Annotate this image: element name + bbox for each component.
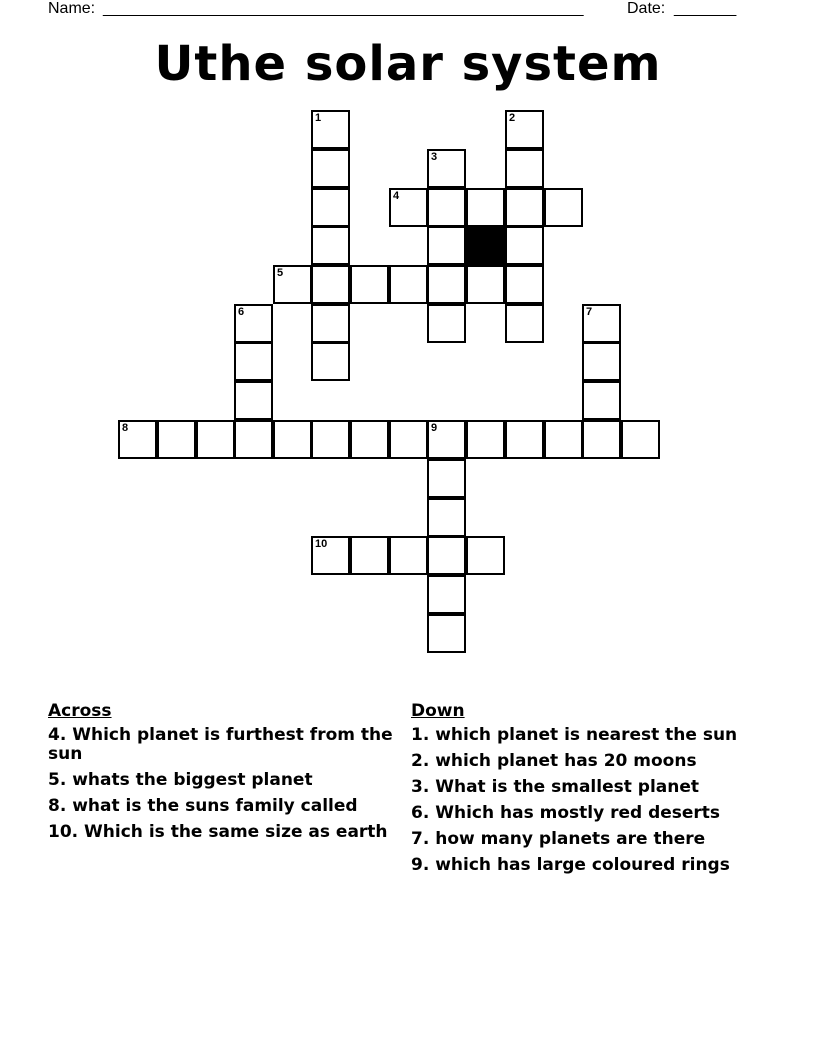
grid-cell[interactable]: [196, 420, 235, 459]
grid-cell[interactable]: [427, 420, 466, 459]
cell-number: 4: [393, 190, 400, 202]
clue-text: which planet is nearest the sun: [435, 725, 738, 745]
clue-text: which has large coloured rings: [435, 855, 730, 875]
cell-number: 2: [509, 112, 516, 124]
grid-cell[interactable]: [427, 304, 466, 343]
grid-cell[interactable]: [582, 342, 621, 381]
grid-cell[interactable]: [427, 459, 466, 498]
name-field[interactable]: ______________________________________________________: [103, 0, 584, 17]
grid-cell[interactable]: [427, 149, 466, 188]
grid-cell[interactable]: [582, 420, 621, 459]
clue-down: [411, 752, 756, 771]
page-title: Uthe solar system: [154, 36, 662, 92]
clue-number: 4.: [48, 725, 67, 745]
clue-text: whats the biggest planet: [72, 770, 313, 790]
clue-text: Which planet is furthest from the sun: [48, 725, 393, 764]
grid-cell[interactable]: [466, 536, 505, 575]
grid-cell[interactable]: [427, 188, 466, 227]
grid-cell[interactable]: [311, 420, 350, 459]
black-cell: [466, 226, 505, 265]
date-label: Date:: [627, 0, 666, 17]
clue-number: 7.: [411, 829, 430, 849]
clue-down: [411, 726, 756, 745]
grid-cell[interactable]: [427, 536, 466, 575]
grid-cell[interactable]: [234, 342, 273, 381]
grid-cell[interactable]: [505, 420, 544, 459]
grid-cell[interactable]: [311, 188, 350, 227]
grid-cell[interactable]: [311, 342, 350, 381]
clue-number: 2.: [411, 751, 430, 771]
clue-across: [48, 726, 393, 764]
grid-cell[interactable]: [427, 226, 466, 265]
clue-number: 5.: [48, 770, 67, 790]
grid-cell[interactable]: [505, 110, 544, 149]
grid-cell[interactable]: [350, 420, 389, 459]
grid-cell[interactable]: [311, 226, 350, 265]
grid-cell[interactable]: [505, 265, 544, 304]
grid-cell[interactable]: [234, 381, 273, 420]
grid-cell[interactable]: [505, 226, 544, 265]
grid-cell[interactable]: [311, 536, 350, 575]
grid-cell[interactable]: [582, 381, 621, 420]
clue-down: [411, 830, 756, 849]
grid-cell[interactable]: [466, 188, 505, 227]
grid-cell[interactable]: [311, 304, 350, 343]
grid-cell[interactable]: [544, 188, 583, 227]
clue-across: [48, 797, 393, 816]
grid-cell[interactable]: [273, 420, 312, 459]
grid-cell[interactable]: [273, 265, 312, 304]
cell-number: 3: [431, 151, 438, 163]
grid-cell[interactable]: [505, 304, 544, 343]
grid-cell[interactable]: [234, 304, 273, 343]
across-clues: [48, 700, 393, 849]
clue-number: 8.: [48, 796, 67, 816]
across-heading: Across: [48, 701, 112, 721]
grid-cell[interactable]: [505, 188, 544, 227]
grid-cell[interactable]: [582, 304, 621, 343]
clue-text: how many planets are there: [435, 829, 706, 849]
grid-cell[interactable]: [311, 149, 350, 188]
grid-cell[interactable]: [389, 188, 428, 227]
clue-number: 3.: [411, 777, 430, 797]
grid-cell[interactable]: [234, 420, 273, 459]
clue-text: Which has mostly red deserts: [435, 803, 721, 823]
grid-cell[interactable]: [389, 536, 428, 575]
cell-number: 10: [315, 538, 328, 550]
grid-cell[interactable]: [350, 265, 389, 304]
clue-across: [48, 823, 393, 842]
grid-cell[interactable]: [427, 498, 466, 537]
cell-number: 5: [277, 267, 284, 279]
clue-text: Which is the same size as earth: [84, 822, 388, 842]
down-clues: [411, 700, 756, 882]
cell-number: 7: [586, 306, 593, 318]
clue-number: 1.: [411, 725, 430, 745]
clue-across: [48, 771, 393, 790]
clue-number: 9.: [411, 855, 430, 875]
grid-cell[interactable]: [505, 149, 544, 188]
date-field[interactable]: _______: [674, 0, 737, 17]
grid-cell[interactable]: [427, 575, 466, 614]
grid-cell[interactable]: [466, 420, 505, 459]
cell-number: 6: [238, 306, 245, 318]
down-heading: Down: [411, 701, 465, 721]
cell-number: 8: [122, 422, 129, 434]
grid-cell[interactable]: [466, 265, 505, 304]
grid-cell[interactable]: [427, 265, 466, 304]
cell-number: 1: [315, 112, 322, 124]
cell-number: 9: [431, 422, 438, 434]
clue-number: 10.: [48, 822, 79, 842]
grid-cell[interactable]: [311, 110, 350, 149]
grid-cell[interactable]: [389, 420, 428, 459]
grid-cell[interactable]: [157, 420, 196, 459]
grid-cell[interactable]: [118, 420, 157, 459]
clue-number: 6.: [411, 803, 430, 823]
grid-cell[interactable]: [621, 420, 660, 459]
clue-text: which planet has 20 moons: [435, 751, 697, 771]
grid-cell[interactable]: [427, 614, 466, 653]
grid-cell[interactable]: [389, 265, 428, 304]
clue-down: [411, 778, 756, 797]
clue-down: [411, 804, 756, 823]
clue-text: what is the suns family called: [72, 796, 358, 816]
clue-text: What is the smallest planet: [435, 777, 700, 797]
grid-cell[interactable]: [350, 536, 389, 575]
name-label: Name:: [48, 0, 96, 17]
grid-cell[interactable]: [544, 420, 583, 459]
clue-down: [411, 856, 756, 875]
grid-cell[interactable]: [311, 265, 350, 304]
